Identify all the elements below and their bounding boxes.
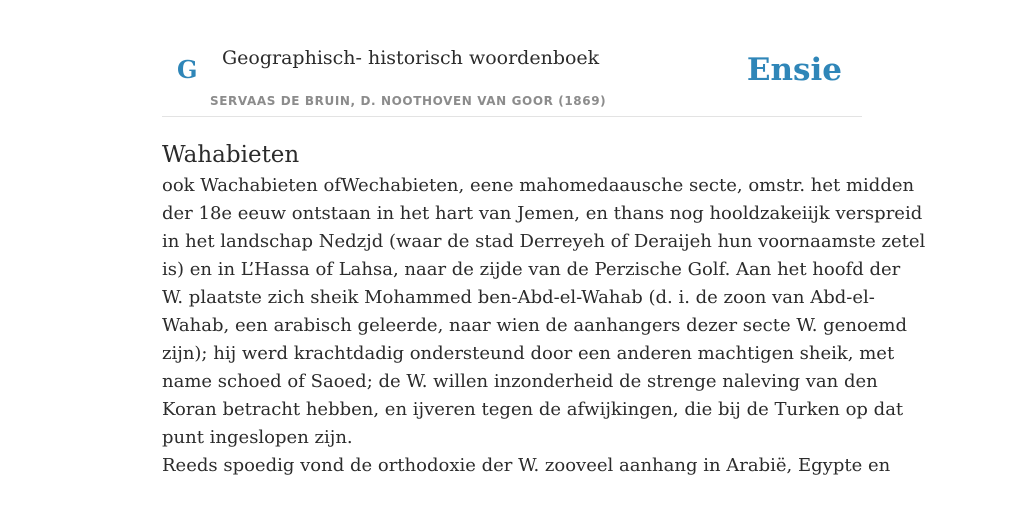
article-paragraph bbox=[162, 452, 891, 480]
text-line: der 18e eeuw ontstaan in het hart van Jemen, en thans nog hooldzakeiijk verspreid bbox=[162, 203, 923, 224]
text-line: Wahab, een arabisch geleerde, naar wien de aanhangers dezer secte W. genoemd bbox=[162, 315, 907, 336]
book-authors: SERVAAS DE BRUIN, D. NOOTHOVEN VAN GOOR (1869) bbox=[210, 94, 607, 108]
text-line: Koran betracht hebben, en ijveren tegen de afwijkingen, die bij de Turken op dat bbox=[162, 399, 904, 420]
text-line: in het landschap Nedzjd (waar de stad Derreyeh of Deraijeh hun voornaamste zetel bbox=[162, 231, 926, 252]
book-title[interactable]: Geographisch- historisch woordenboek bbox=[222, 47, 600, 69]
text-line: Reeds spoedig vond de orthodoxie der W. zooveel aanhang in Arabië, Egypte en bbox=[162, 455, 891, 476]
ensie-logo[interactable]: Ensie bbox=[746, 52, 842, 88]
text-line: punt ingeslopen zijn. bbox=[162, 427, 353, 448]
book-logo-icon[interactable]: G bbox=[177, 55, 198, 84]
text-line: zijn); hij werd krachtdadig ondersteund door een anderen machtigen sheik, met bbox=[162, 343, 895, 364]
article-paragraph bbox=[162, 172, 926, 452]
text-line: W. plaatste zich sheik Mohammed ben-Abd-el-Wahab (d. i. de zoon van Abd-el- bbox=[162, 287, 875, 308]
text-line: name schoed of Saoed; de W. willen inzonderheid de strenge naleving van den bbox=[162, 371, 878, 392]
text-line: is) en in L’Hassa of Lahsa, naar de zijde van de Perzische Golf. Aan het hoofd der bbox=[162, 259, 901, 280]
article bbox=[162, 138, 926, 480]
site-header bbox=[162, 0, 862, 117]
text-line: ook Wachabieten ofWechabieten, eene mahomedaausche secte, omstr. het midden bbox=[162, 175, 915, 196]
article-body bbox=[162, 172, 926, 480]
article-title: Wahabieten bbox=[162, 142, 300, 168]
